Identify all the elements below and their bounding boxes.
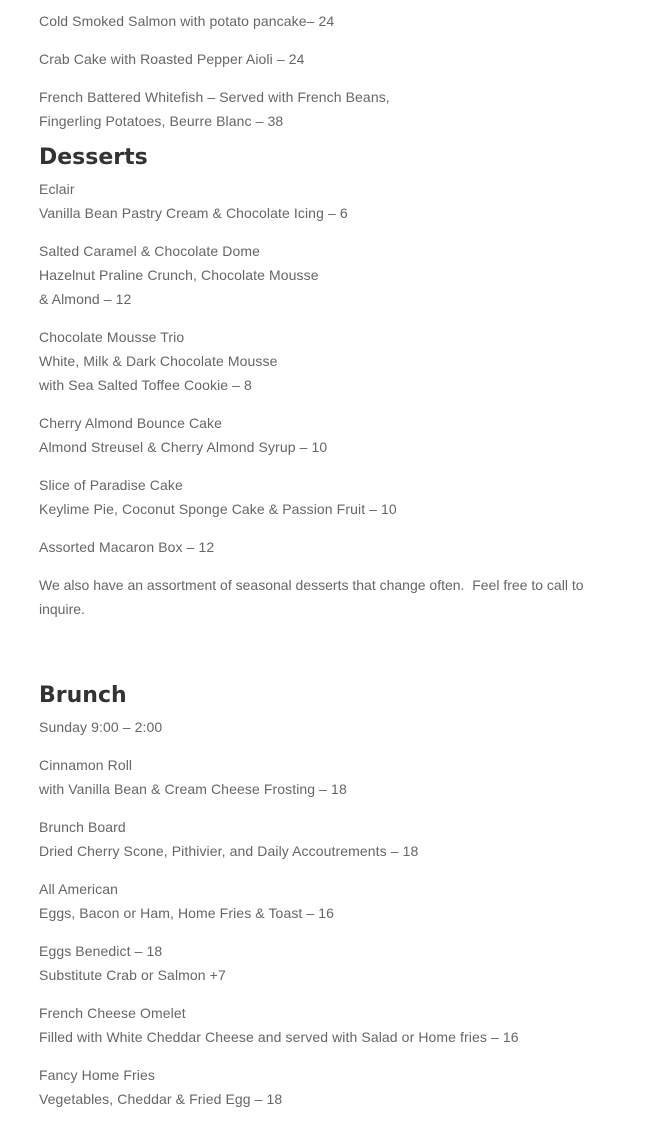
- brunch-item-line: Dried Cherry Scone, Pithivier, and Daily Accoutrements – 18: [39, 843, 419, 859]
- brunch-item: [39, 715, 635, 739]
- dessert-item-line: Almond Streusel & Cherry Almond Syrup – 10: [39, 439, 328, 455]
- entree-item-line: Cold Smoked Salmon with potato pancake– 24: [39, 13, 335, 29]
- brunch-heading: Brunch: [39, 683, 127, 708]
- brunch-item-line: All American: [39, 881, 119, 897]
- brunch-item-line: Sunday 9:00 – 2:00: [39, 719, 163, 735]
- desserts-note-line-2: inquire.: [39, 601, 85, 617]
- section-spacer: [39, 621, 635, 683]
- desserts-note-line-1: We also have an assortment of seasonal desserts that change often. Feel free to call to: [39, 577, 584, 593]
- dessert-item-line: Hazelnut Praline Crunch, Chocolate Mousse: [39, 267, 319, 283]
- entree-item-line: Fingerling Potatoes, Beurre Blanc – 38: [39, 113, 284, 129]
- entree-list: [39, 9, 635, 133]
- desserts-heading: Desserts: [39, 145, 148, 170]
- brunch-item: [39, 815, 635, 863]
- dessert-item-line: Slice of Paradise Cake: [39, 477, 183, 493]
- brunch-item-line: Eggs, Bacon or Ham, Home Fries & Toast – 16: [39, 905, 335, 921]
- dessert-item-line: Assorted Macaron Box – 12: [39, 539, 215, 555]
- dessert-list: [39, 177, 635, 559]
- brunch-item: [39, 753, 635, 801]
- entree-item: [39, 85, 635, 133]
- entree-item: [39, 47, 635, 71]
- brunch-list: [39, 715, 635, 1111]
- brunch-item-line: French Cheese Omelet: [39, 1005, 186, 1021]
- brunch-item: [39, 1063, 635, 1111]
- brunch-item-line: Vegetables, Cheddar & Fried Egg – 18: [39, 1091, 283, 1107]
- dessert-item-line: with Sea Salted Toffee Cookie – 8: [39, 377, 252, 393]
- brunch-item-line: with Vanilla Bean & Cream Cheese Frosting – 18: [39, 781, 347, 797]
- dessert-item: [39, 239, 635, 311]
- dessert-item: [39, 177, 635, 225]
- brunch-item-line: Cinnamon Roll: [39, 757, 133, 773]
- brunch-item-line: Filled with White Cheddar Cheese and served with Salad or Home fries – 16: [39, 1029, 519, 1045]
- brunch-item-line: Eggs Benedict – 18: [39, 943, 163, 959]
- dessert-item: [39, 473, 635, 521]
- dessert-item-line: Chocolate Mousse Trio: [39, 329, 185, 345]
- brunch-item: [39, 939, 635, 987]
- brunch-item: [39, 1001, 635, 1049]
- entree-item-line: French Battered Whitefish – Served with French Beans,: [39, 89, 390, 105]
- entree-item-line: Crab Cake with Roasted Pepper Aioli – 24: [39, 51, 305, 67]
- dessert-item-line: Salted Caramel & Chocolate Dome: [39, 243, 260, 259]
- dessert-item-line: Keylime Pie, Coconut Sponge Cake & Passion Fruit – 10: [39, 501, 397, 517]
- brunch-item: [39, 877, 635, 925]
- menu-content: [39, 9, 635, 1125]
- dessert-item: [39, 325, 635, 397]
- dessert-item-line: Vanilla Bean Pastry Cream & Chocolate Icing – 6: [39, 205, 348, 221]
- brunch-item-line: Brunch Board: [39, 819, 126, 835]
- dessert-item: [39, 535, 635, 559]
- dessert-item-line: Eclair: [39, 181, 75, 197]
- dessert-item-line: White, Milk & Dark Chocolate Mousse: [39, 353, 278, 369]
- entree-item: [39, 9, 635, 33]
- desserts-note: [39, 573, 635, 621]
- brunch-item-line: Fancy Home Fries: [39, 1067, 155, 1083]
- dessert-item-line: Cherry Almond Bounce Cake: [39, 415, 223, 431]
- dessert-item-line: & Almond – 12: [39, 291, 132, 307]
- brunch-item-line: Substitute Crab or Salmon +7: [39, 967, 226, 983]
- dessert-item: [39, 411, 635, 459]
